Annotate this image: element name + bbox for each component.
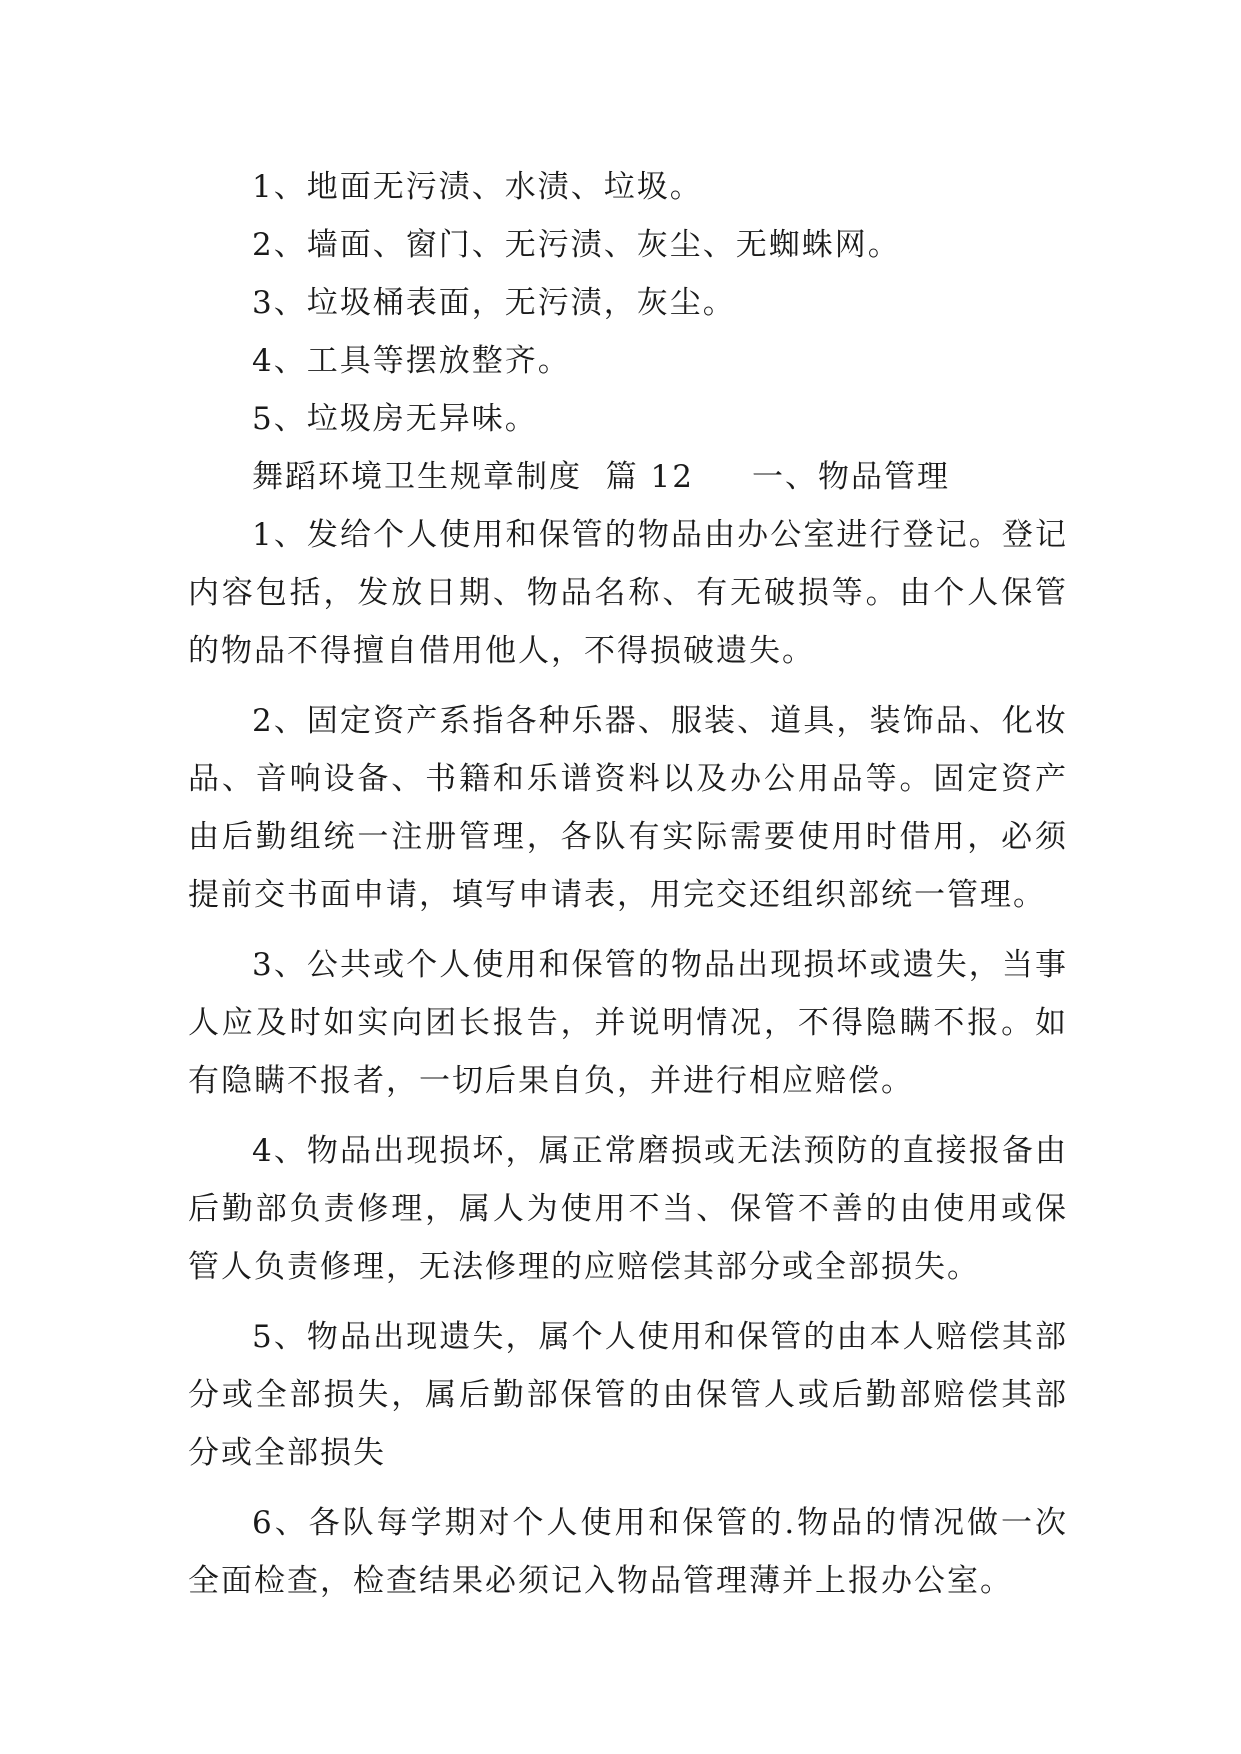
section-heading [188,448,1068,506]
list-item: 4、工具等摆放整齐。 [252,343,571,379]
paragraph: 3、公共或个人使用和保管的物品出现损坏或遗失，当事人应及时如实向团长报告，并说明情况，不得隐瞒不报。如有隐瞒不报者，一切后果自负，并进行相应赔偿。 [188,947,1068,1099]
section-subtitle: 一、物品管理 [752,459,951,495]
list-item: 3、垃圾桶表面，无污渍，灰尘。 [252,285,736,321]
document-body [188,158,1068,1610]
paragraph: 6、各队每学期对个人使用和保管的.物品的情况做一次全面检查，检查结果必须记入物品管理薄并上报办公室。 [188,1505,1068,1599]
paragraph: 4、物品出现损坏，属正常磨损或无法预防的直接报备由后勤部负责修理，属人为使用不当、保管不善的由使用或保管人负责修理，无法修理的应赔偿其部分或全部损失。 [188,1133,1068,1285]
list-item: 2、墙面、窗门、无污渍、灰尘、无蜘蛛网。 [252,227,901,263]
paragraph: 1、发给个人使用和保管的物品由办公室进行登记。登记内容包括，发放日期、物品名称、有无破损等。由个人保管的物品不得擅自借用他人，不得损破遗失。 [188,517,1068,669]
section-title: 舞蹈环境卫生规章制度 篇 12 [252,459,695,495]
paragraph: 2、固定资产系指各种乐器、服装、道具，装饰品、化妆品、音响设备、书籍和乐谱资料以及办公用品等。固定资产由后勤组统一注册管理，各队有实际需要使用时借用，必须提前交书面申请，填写申请表，用完交还组织部统一管理。 [188,703,1068,913]
paragraph: 5、物品出现遗失，属个人使用和保管的由本人赔偿其部分或全部损失，属后勤部保管的由保管人或后勤部赔偿其部分或全部损失 [188,1319,1068,1471]
list-item: 5、垃圾房无异味。 [252,401,538,437]
list-item: 1、地面无污渍、水渍、垃圾。 [252,169,703,205]
